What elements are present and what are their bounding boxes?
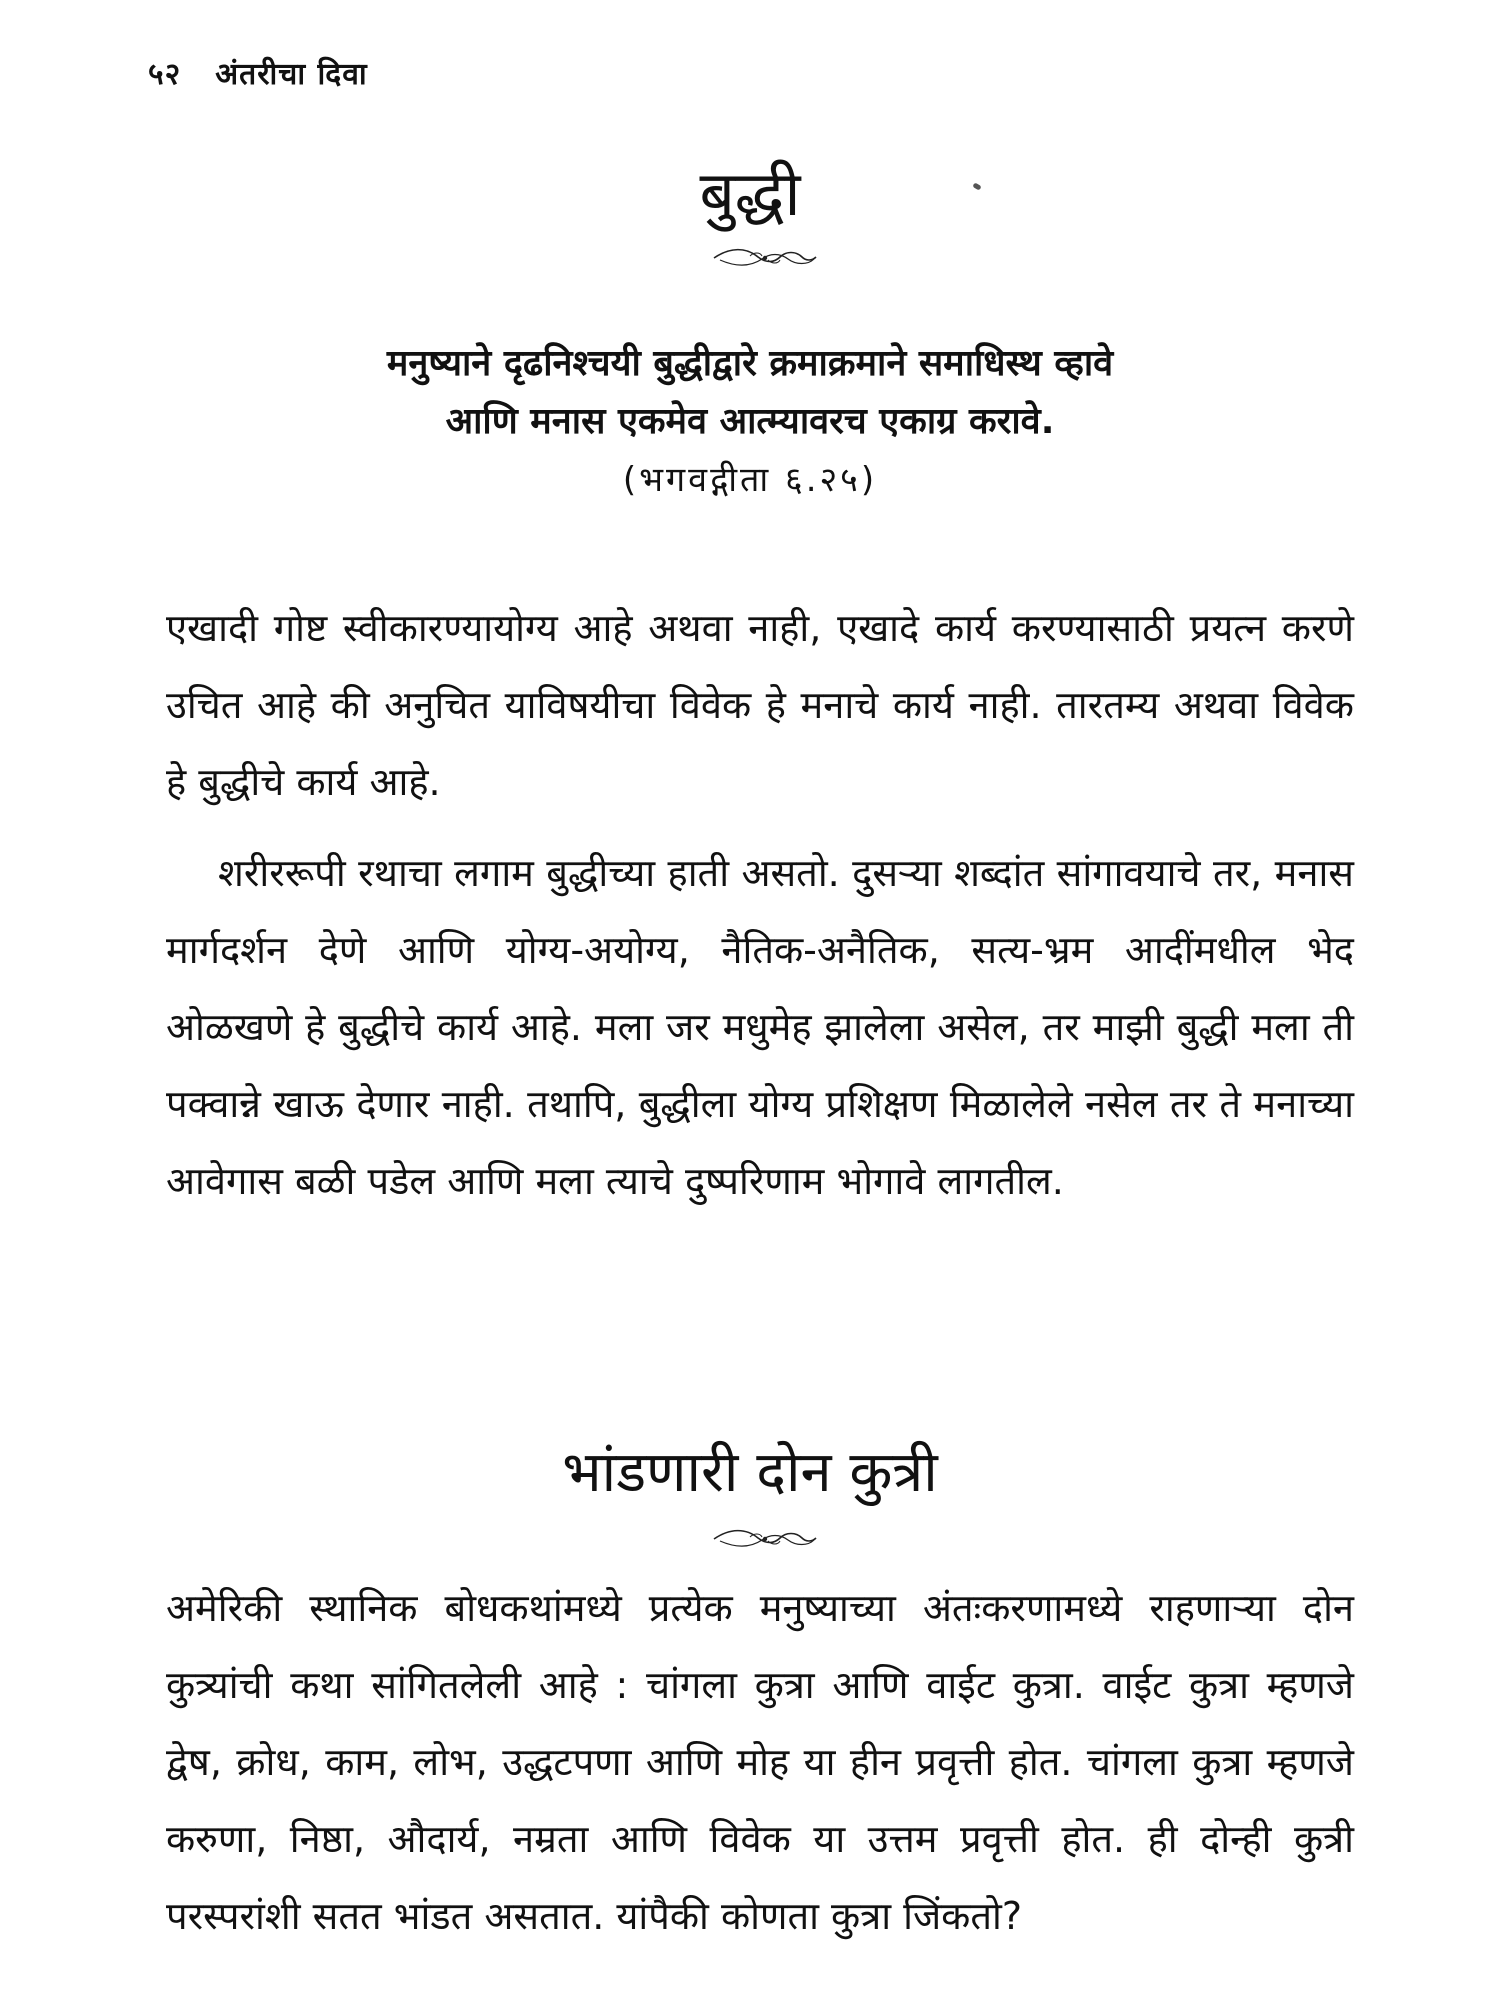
scroll-flourish-icon [710,1524,820,1554]
scroll-flourish-icon [710,243,820,273]
quote-line-2: आणि मनास एकमेव आत्म्यावरच एकाग्र करावे. [445,401,1055,442]
quote-line-1: मनुष्याने दृढनिश्चयी बुद्धीद्वारे क्रमाक्रमाने समाधिस्थ व्हावे [386,343,1114,384]
epigraph-quote [150,335,1350,509]
paragraph-buddhi-1: एखादी गोष्ट स्वीकारण्यायोग्य आहे अथवा नाही, एखादे कार्य करण्यासाठी प्रयत्न करणे उचित आहे की अनुचित याविषयीचा विवेक हे मनाचे कार्य नाही. तारतम्य अथवा विवेक हे बुद्धीचे कार्य आहे. [166,606,1354,804]
running-header [148,52,368,93]
paragraph-two-dogs-1: अमेरिकी स्थानिक बोधकथांमध्ये प्रत्येक मनुष्याच्या अंतःकरणामध्ये राहणाऱ्या दोन कुत्र्यांची कथा सांगितलेली आहे : चांगला कुत्रा आणि वाईट कुत्रा. वाईट कुत्रा म्हणजे द्वेष, क्रोध, काम, लोभ, उद्धटपणा आणि मोह या हीन प्रवृत्ती होत. चांगला कुत्रा म्हणजे करुणा, निष्ठा, औदार्य, नम्रता आणि विवेक या उत्तम प्रवृत्ती होत. ही दोन्ही कुत्री परस्परांशी सतत भांडत असतात. यांपैकी कोणता कुत्रा जिंकतो? [166,1586,1354,1938]
quote-source: (भगवद्गीता ६.२५) [622,460,878,500]
paragraph-buddhi-2: शरीररूपी रथाचा लगाम बुद्धीच्या हाती असतो. दुसऱ्या शब्दांत सांगावयाचे तर, मनास मार्गदर्शन देणे आणि योग्य-अयोग्य, नैतिक-अनैतिक, सत्य-भ्रम आदींमधील भेद ओळखणे हे बुद्धीचे कार्य आहे. मला जर मधुमेह झालेला असेल, तर माझी बुद्धी मला ती पक्वान्ने खाऊ देणार नाही. तथापि, बुद्धीला योग्य प्रशिक्षण मिळालेले नसेल तर ते मनाच्या आवेगास बळी पडेल आणि मला त्याचे दुष्परिणाम भोगावे लागतील. [166,851,1354,1203]
book-title: अंतरीचा दिवा [215,57,368,92]
section-title-two-dogs: भांडणारी दोन कुत्री [562,1440,938,1505]
section-title-buddhi: बुद्धी [699,157,801,230]
page-number: ५२ [148,57,182,92]
